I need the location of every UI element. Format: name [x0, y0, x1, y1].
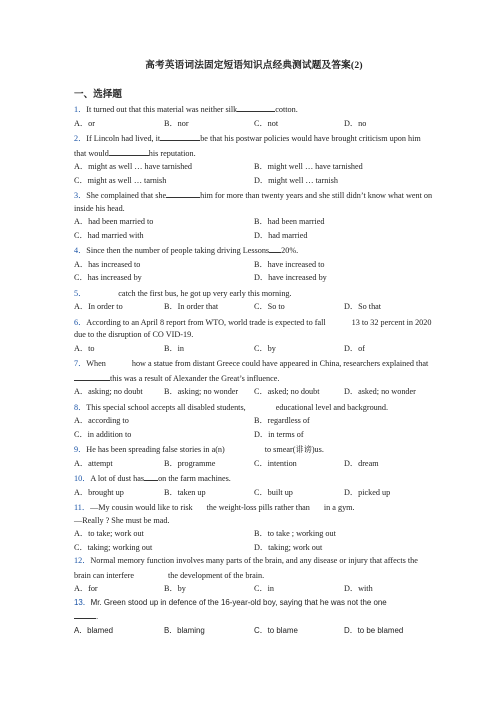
question-number: 10．	[74, 474, 91, 483]
answer-blank	[106, 356, 132, 366]
question-3: 3．She complained that she him for more than twenty years and she still didn’t know what went on inside his head.	[74, 188, 434, 215]
option-c[interactable]: C．by	[254, 343, 276, 353]
option-a[interactable]: A．for	[74, 584, 98, 593]
option-b[interactable]: B．might well … have tarnished	[254, 162, 363, 171]
option-d[interactable]: D．no	[344, 118, 367, 128]
option-a[interactable]: A．might as well … have tarnished	[74, 162, 193, 171]
option-b[interactable]: B．regardless of	[254, 416, 310, 425]
option-a[interactable]: A．to take; work out	[74, 529, 144, 538]
option-b[interactable]: B．in	[164, 343, 185, 353]
answer-blank	[225, 442, 265, 452]
options-row	[74, 118, 434, 131]
question-7: 7．When how a statue from distant Greece could have appeared in China, researchers explained thatthis was a result of Alexander the Great’s influence.	[74, 356, 434, 385]
option-c[interactable]: C．in addition to	[74, 429, 132, 439]
option-c[interactable]: C．not	[254, 118, 279, 128]
options-row	[74, 343, 434, 356]
options-row	[74, 429, 434, 442]
option-c[interactable]: C．intention	[254, 458, 297, 468]
options-row	[74, 386, 434, 399]
question-12: 12．Normal memory function involves many parts of the brain, and any disease or injury that affects the brain can interfere the development of the brain.	[74, 556, 418, 580]
options-row	[74, 161, 434, 174]
option-c[interactable]: C．asked; no doubt	[254, 387, 320, 396]
option-b[interactable]: B．to take ; working out	[254, 529, 336, 538]
option-b[interactable]: B．by	[164, 584, 186, 593]
option-d[interactable]: D．So that	[344, 302, 382, 311]
question-2: 2．If Lincoln had lived, it be that his postwar policies would have brought criticism upon him that would his reputation.	[74, 131, 434, 160]
question-11-reply: —Really ? She must be mad.	[74, 515, 170, 525]
option-a[interactable]: A．blamed	[74, 625, 114, 635]
option-d[interactable]: D．had married	[254, 230, 308, 240]
document-page	[74, 60, 434, 638]
options-row	[74, 528, 434, 541]
question-number: 11．	[74, 503, 91, 512]
question-number: 1．	[74, 105, 87, 114]
option-b[interactable]: B．taken up	[164, 487, 206, 497]
option-a[interactable]: A．according to	[74, 416, 129, 425]
question-number: 2．	[74, 134, 87, 143]
option-b[interactable]: B．programme	[164, 458, 216, 468]
options-row	[74, 259, 434, 272]
question-number: 12．	[74, 556, 91, 565]
option-b[interactable]: B．In order that	[164, 302, 219, 311]
option-d[interactable]: D．of	[344, 343, 365, 353]
option-d[interactable]: D．picked up	[344, 487, 391, 497]
options-row	[74, 216, 434, 229]
answer-blank	[193, 500, 207, 510]
option-d[interactable]: D．taking; work out	[254, 542, 323, 552]
answer-blank	[109, 146, 149, 156]
answer-blank	[74, 371, 110, 381]
answer-blank	[310, 500, 324, 510]
answer-blank	[269, 243, 281, 253]
question-number: 13．	[74, 597, 91, 607]
question-number: 9．	[74, 445, 87, 454]
options-row	[74, 272, 434, 285]
page-title: 高考英语词法固定短语知识点经典测试题及答案(2)	[145, 60, 363, 71]
answer-blank	[326, 315, 352, 325]
question-number: 7．	[74, 359, 87, 368]
option-a[interactable]: A．has increased to	[74, 259, 141, 269]
option-d[interactable]: D．with	[344, 584, 373, 593]
option-c[interactable]: C．So to	[254, 302, 285, 311]
option-a[interactable]: A．attempt	[74, 458, 113, 468]
question-number: 5．	[74, 288, 87, 298]
options-row	[74, 301, 434, 314]
question-number: 3．	[74, 191, 87, 200]
answer-blank	[144, 471, 158, 481]
option-c[interactable]: C．might as well … tarnish	[74, 175, 167, 185]
option-a[interactable]: A．asking; no doubt	[74, 387, 143, 396]
option-c[interactable]: C．in	[254, 584, 275, 593]
option-b[interactable]: B．have increased to	[254, 259, 325, 269]
options-row	[74, 230, 434, 243]
options-row	[74, 487, 434, 500]
question-1: 1．It turned out that this material was neither silk cotton.	[74, 102, 434, 117]
options-row	[74, 625, 434, 638]
option-b[interactable]: B．asking; no wonder	[164, 387, 239, 396]
option-a[interactable]: A．or	[74, 118, 95, 128]
question-13: 13．Mr. Green stood up in defence of the 16-year-old boy, saying that he was not the one .	[74, 597, 387, 621]
question-number: 6．	[74, 317, 87, 327]
answer-blank	[74, 609, 96, 619]
options-row	[74, 583, 434, 596]
options-row	[74, 542, 434, 555]
question-number: 4．	[74, 246, 87, 255]
option-d[interactable]: D．to be blamed	[344, 625, 404, 635]
question-9: 9．He has been spreading false stories in a(n) to smear(诽谤)us.	[74, 442, 434, 457]
answer-blank	[166, 188, 200, 198]
question-4: 4．Since then the number of people taking driving Lessons 20%.	[74, 243, 434, 258]
option-c[interactable]: C．to blame	[254, 625, 298, 635]
option-c[interactable]: C．built up	[254, 487, 293, 497]
option-a[interactable]: A．to	[74, 343, 95, 353]
answer-blank	[246, 400, 276, 410]
option-b[interactable]: B．had been married	[254, 217, 325, 226]
answer-blank	[134, 568, 168, 578]
answer-blank	[237, 102, 275, 112]
question-6: 6．According to an April 8 report from WTO, world trade is expected to fall 13 to 32 percent in 2020 due to the disruption of CO VID-19.	[74, 315, 434, 342]
question-number: 8．	[74, 402, 87, 412]
option-a[interactable]: A．In order to	[74, 302, 123, 311]
question-8: 8．This special school accepts all disabled students, educational level and background.	[74, 400, 434, 415]
option-c[interactable]: C．taking; working out	[74, 542, 153, 552]
option-a[interactable]: A．brought up	[74, 487, 124, 497]
answer-blank	[86, 286, 118, 296]
option-d[interactable]: D．in terms of	[254, 429, 304, 439]
options-row	[74, 458, 434, 471]
option-d[interactable]: D．asked; no wonder	[344, 387, 416, 396]
option-c[interactable]: C．has increased by	[74, 273, 142, 282]
option-c[interactable]: C．had married with	[74, 230, 144, 240]
option-d[interactable]: D．might well … tarnish	[254, 175, 338, 185]
question-11: 11．—My cousin would like to risk the weight-loss pills rather than in a gym.	[74, 500, 434, 515]
option-d[interactable]: D．dream	[344, 458, 379, 468]
answer-blank	[160, 131, 200, 141]
option-d[interactable]: D．have increased by	[254, 273, 327, 282]
options-row	[74, 175, 434, 188]
option-b[interactable]: B．blaming	[164, 625, 205, 635]
section-heading: 一、选择题	[74, 88, 122, 100]
options-row	[74, 415, 434, 428]
option-a[interactable]: A．had been married to	[74, 217, 154, 226]
question-10: 10．A lot of dust has on the farm machines.	[74, 471, 434, 486]
question-5: 5． catch the first bus, he got up very early this morning.	[74, 286, 434, 301]
option-b[interactable]: B．nor	[164, 118, 189, 128]
